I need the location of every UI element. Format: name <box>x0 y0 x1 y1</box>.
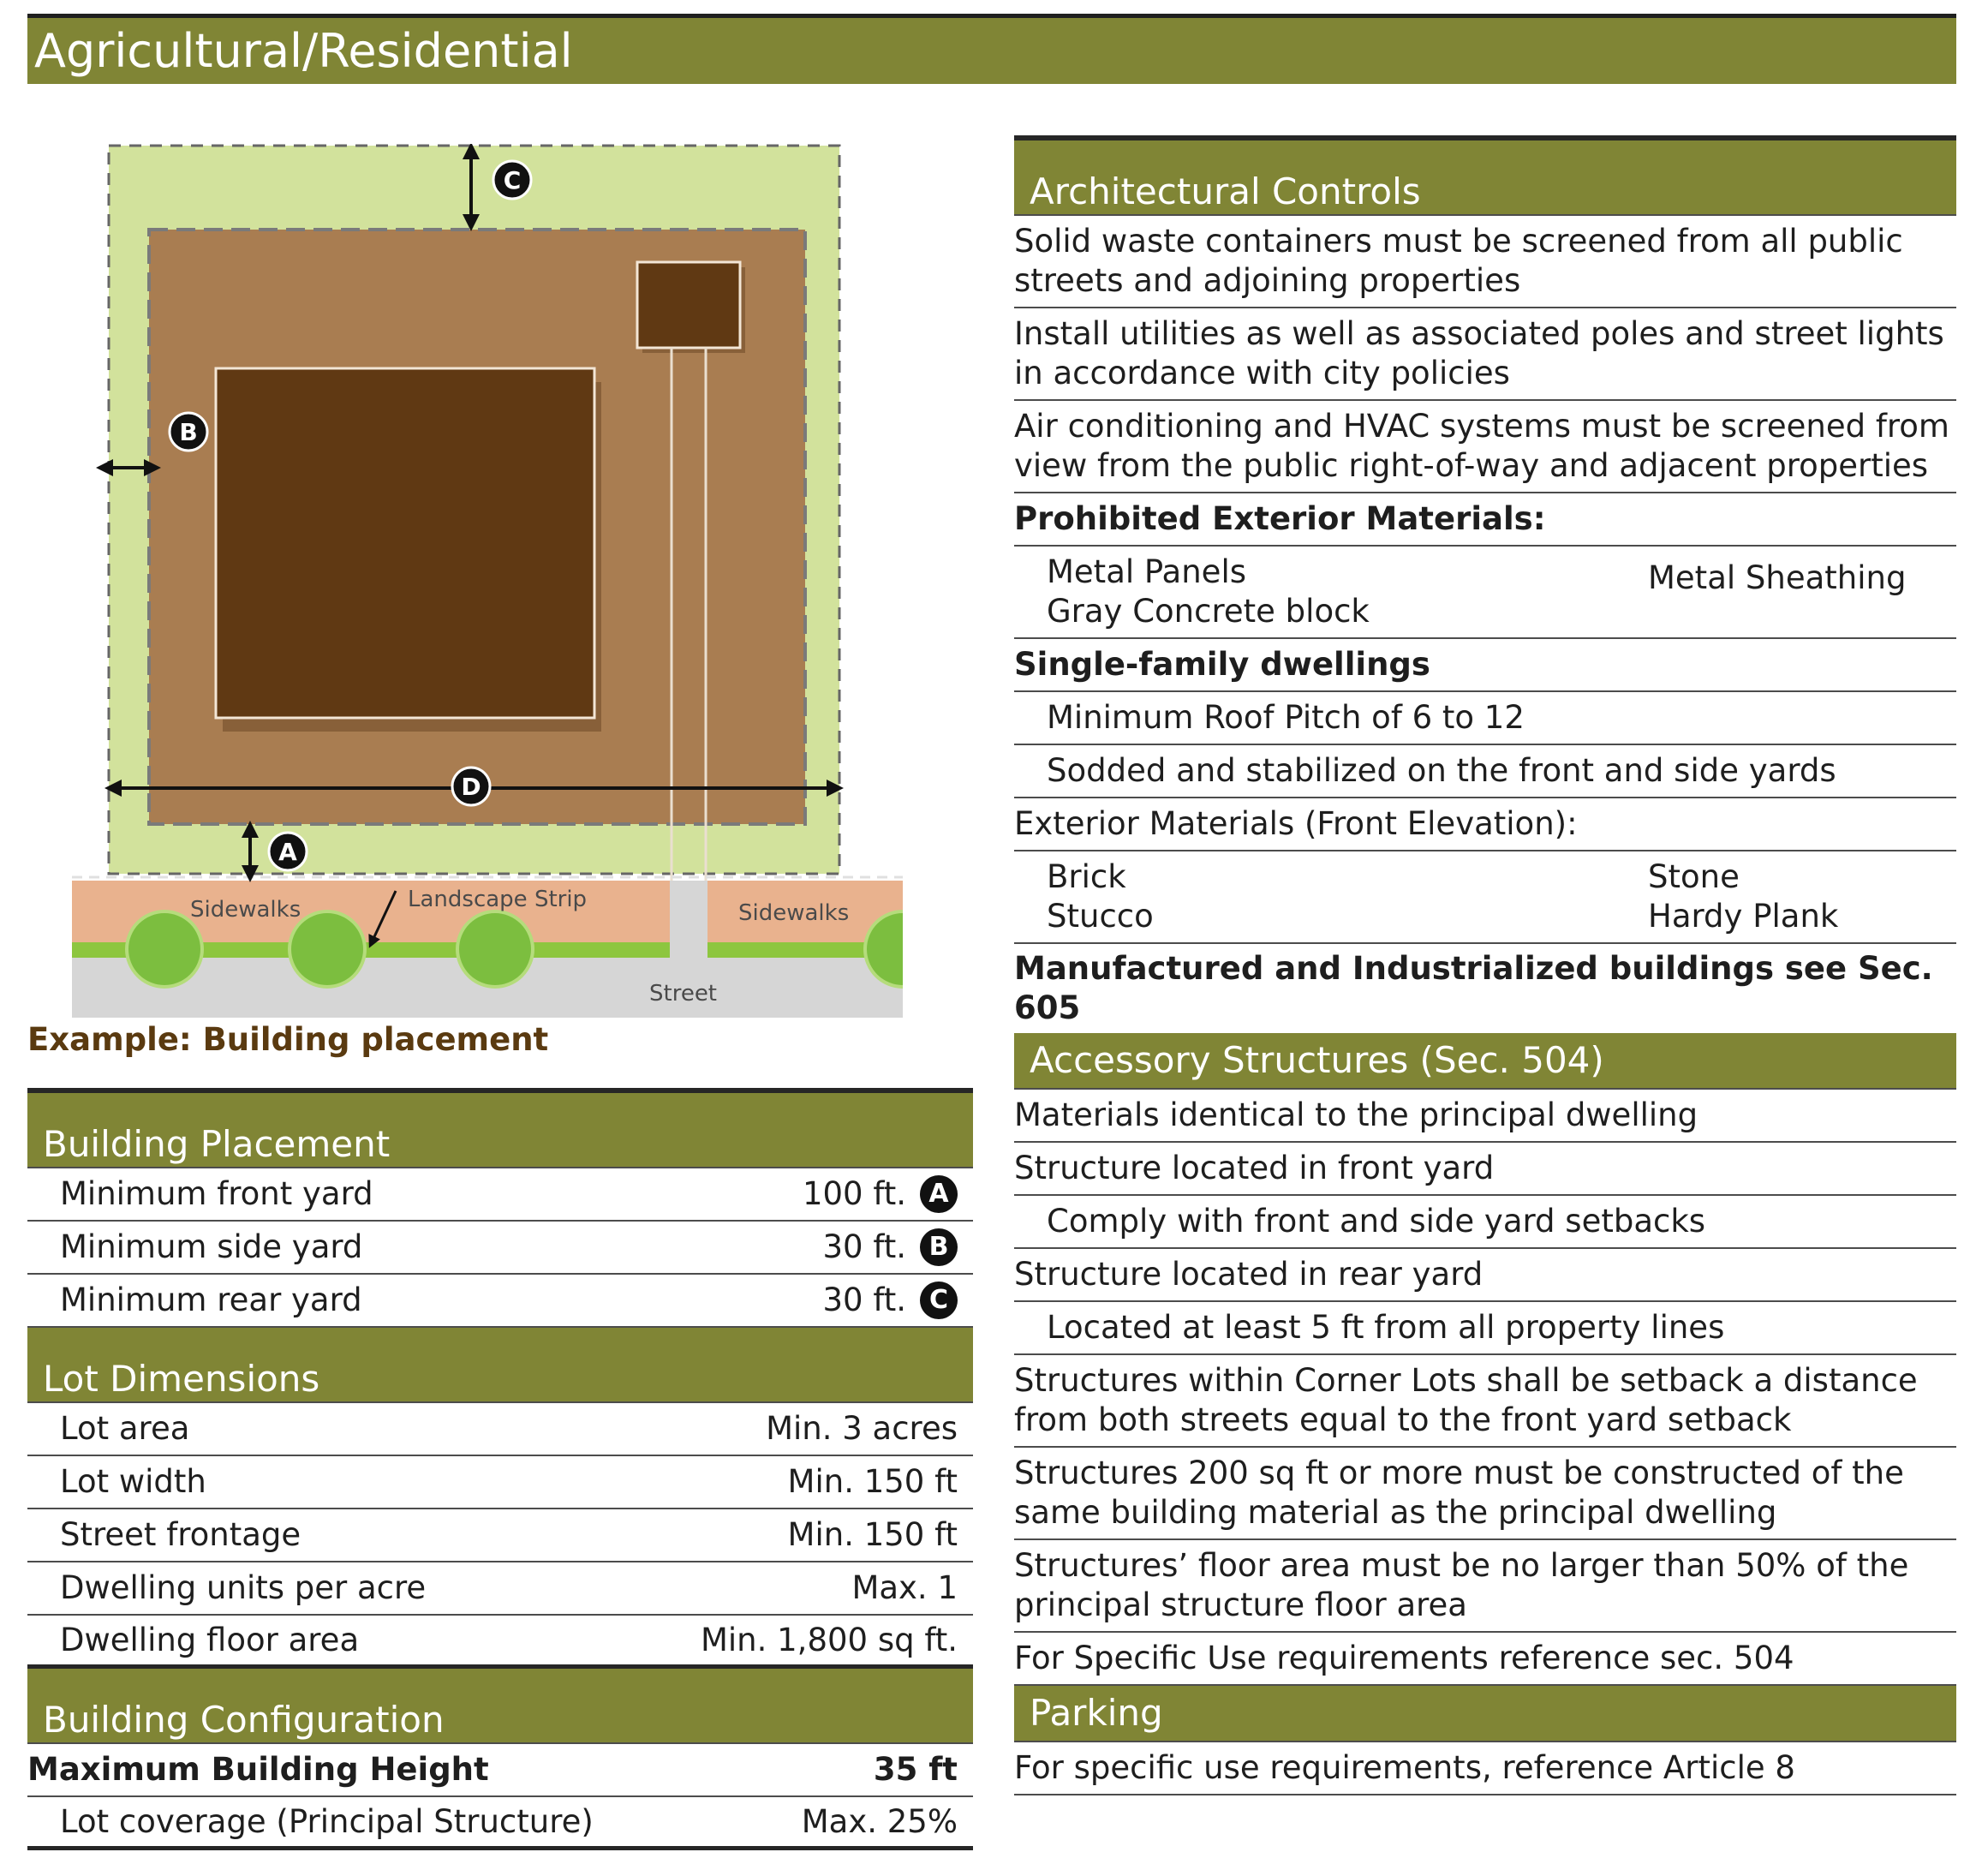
exterior-materials-heading: Exterior Materials (Front Elevation): <box>1014 798 1956 851</box>
list-item: Located at least 5 ft from all property lines <box>1014 1302 1956 1355</box>
row-label: Minimum side yard <box>60 1228 363 1265</box>
list-item: For Specific Use requirements reference sec. 504 <box>1014 1633 1956 1686</box>
single-family-heading: Single-family dwellings <box>1014 639 1956 692</box>
row-value: Max. 1 <box>851 1569 958 1606</box>
label-street: Street <box>649 981 718 1007</box>
lot-dimensions-header: Lot Dimensions <box>27 1328 973 1403</box>
marker-d <box>452 768 490 805</box>
list-item: Comply with front and side yard setbacks <box>1014 1196 1956 1249</box>
list-item: Structure located in front yard <box>1014 1143 1956 1196</box>
list-item: For specific use requirements, reference Article 8 <box>1014 1742 1956 1795</box>
row-label: Lot area <box>60 1410 190 1447</box>
table-row <box>27 1222 973 1275</box>
figure-caption: Example: Building placement <box>27 1021 549 1058</box>
row-value: 100 ft. <box>802 1175 906 1212</box>
table-row <box>27 1797 973 1850</box>
marker-badge: C <box>920 1282 958 1319</box>
table-row <box>27 1168 973 1222</box>
list-item: Materials identical to the principal dwelling <box>1014 1090 1956 1143</box>
list-item: Hardy Plank <box>1648 898 1839 935</box>
list-item: Solid waste containers must be screened from all public streets and adjoining properties <box>1014 216 1956 308</box>
list-item: Metal Panels <box>1047 553 1247 590</box>
row-label: Maximum Building Height <box>27 1751 489 1788</box>
table-row <box>27 1616 973 1669</box>
table-row <box>27 1744 973 1797</box>
row-label: Lot width <box>60 1463 206 1500</box>
row-label: Minimum front yard <box>60 1175 373 1212</box>
marker-c-text: C <box>503 166 522 194</box>
row-label: Dwelling units per acre <box>60 1569 427 1606</box>
building-placement-header: Building Placement <box>27 1093 973 1168</box>
list-item: Metal Sheathing <box>1648 559 1907 596</box>
building-placement-diagram <box>70 144 903 1018</box>
marker-a <box>269 833 307 870</box>
principal-building <box>216 368 594 718</box>
marker-a-text: A <box>278 838 297 866</box>
prohibited-materials-heading: Prohibited Exterior Materials: <box>1014 493 1956 547</box>
list-item: Install utilities as well as associated poles and street lights in accordance with city policies <box>1014 308 1956 401</box>
row-label: Street frontage <box>60 1516 301 1553</box>
left-column <box>27 1088 973 1850</box>
marker-c <box>493 161 531 199</box>
exterior-materials-list <box>1014 851 1956 944</box>
row-value: Max. 25% <box>801 1802 958 1840</box>
parking-header: Parking <box>1014 1686 1956 1742</box>
table-row <box>27 1275 973 1328</box>
marker-badge: A <box>920 1175 958 1213</box>
row-value: 35 ft <box>873 1751 958 1788</box>
marker-b <box>170 413 207 451</box>
list-item: Structure located in rear yard <box>1014 1249 1956 1302</box>
list-item: Gray Concrete block <box>1047 593 1370 630</box>
list-item: Brick <box>1047 858 1126 895</box>
architectural-controls-header: Architectural Controls <box>1014 140 1956 216</box>
row-value: 30 ft. <box>822 1282 906 1318</box>
row-label: Dwelling floor area <box>60 1621 360 1658</box>
accessory-structures-header: Accessory Structures (Sec. 504) <box>1014 1033 1956 1090</box>
row-value: Min. 3 acres <box>766 1410 958 1447</box>
driveway <box>670 881 707 966</box>
prohibited-materials-list <box>1014 547 1956 639</box>
row-value: Min. 150 ft <box>787 1463 958 1500</box>
row-label: Minimum rear yard <box>60 1282 362 1318</box>
row-value: Min. 150 ft <box>787 1516 958 1553</box>
table-row <box>27 1562 973 1616</box>
building-configuration-header: Building Configuration <box>27 1669 973 1744</box>
list-item: Stucco <box>1047 898 1154 935</box>
label-sidewalks-right: Sidewalks <box>738 900 850 926</box>
marker-d-text: D <box>461 773 481 801</box>
row-value: Min. 1,800 sq ft. <box>700 1621 958 1658</box>
list-item: Structures’ floor area must be no larger than 50% of the principal structure floor area <box>1014 1540 1956 1633</box>
row-label: Lot coverage (Principal Structure) <box>60 1802 594 1840</box>
row-value: 30 ft. <box>822 1228 906 1265</box>
marker-b-text: B <box>179 418 198 446</box>
label-landscape-strip: Landscape Strip <box>408 887 588 912</box>
list-item: Minimum Roof Pitch of 6 to 12 <box>1014 692 1956 745</box>
marker-badge: B <box>920 1228 958 1266</box>
manufactured-buildings-note: Manufactured and Industrialized buildings see Sec. 605 <box>1014 950 1933 1026</box>
table-row <box>27 1456 973 1509</box>
table-row <box>27 1509 973 1562</box>
list-item: Structures 200 sq ft or more must be constructed of the same building material as the principal dwelling <box>1014 1448 1956 1540</box>
list-item: Sodded and stabilized on the front and side yards <box>1014 745 1956 798</box>
list-item: Air conditioning and HVAC systems must be screened from view from the public right-of-way and adjacent properties <box>1014 401 1956 493</box>
label-sidewalks-left: Sidewalks <box>190 897 301 923</box>
right-column <box>1014 135 1956 1795</box>
list-item: Stone <box>1648 858 1740 895</box>
accessory-structure <box>637 262 740 348</box>
list-item: Structures within Corner Lots shall be setback a distance from both streets equal to the front yard setback <box>1014 1355 1956 1448</box>
table-row <box>27 1403 973 1456</box>
page-header <box>27 14 1956 84</box>
page-title: Agricultural/Residential <box>34 24 573 78</box>
